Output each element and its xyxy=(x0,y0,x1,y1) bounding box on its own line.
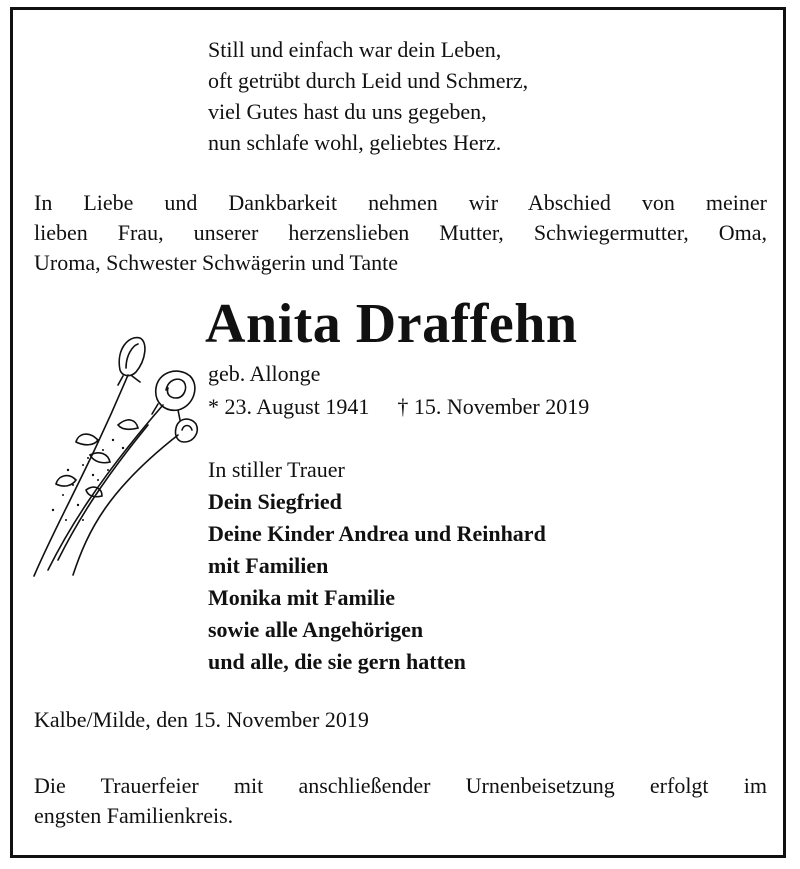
rose-illustration-icon xyxy=(28,330,208,580)
farewell-text xyxy=(34,188,767,278)
place-and-date: Kalbe/Milde, den 15. November 2019 xyxy=(34,707,369,732)
mourner-entry: und alle, die sie gern hatten xyxy=(208,649,466,674)
poem-line: Still und einfach war dein Leben, xyxy=(208,37,502,62)
poem xyxy=(208,34,528,158)
poem-line: viel Gutes hast du uns gegeben, xyxy=(208,99,487,124)
mourners-heading: In stiller Trauer xyxy=(208,457,345,482)
deceased-name: Anita Draffehn xyxy=(205,293,578,355)
farewell-line: Uroma, Schwester Schwägerin und Tante xyxy=(34,250,399,275)
ceremony-line: Die Trauerfeier mit anschließender Urnenbeisetzung erfolgt im xyxy=(34,773,767,798)
farewell-line: In Liebe und Dankbarkeit nehmen wir Abschied von meiner xyxy=(34,190,767,215)
mourner-entry: Deine Kinder Andrea und Reinhard xyxy=(208,521,546,546)
mourner-entry: Monika mit Familie xyxy=(208,585,395,610)
mourners-list xyxy=(208,454,546,678)
mourner-entry: mit Familien xyxy=(208,553,329,578)
farewell-line: lieben Frau, unserer herzenslieben Mutter, Schwiegermutter, Oma, xyxy=(34,220,767,245)
death-date: † 15. November 2019 xyxy=(397,394,590,419)
maiden-name: geb. Allonge xyxy=(208,361,321,386)
birth-date: * 23. August 1941 xyxy=(208,394,370,419)
life-dates xyxy=(208,392,589,422)
mourner-entry: Dein Siegfried xyxy=(208,489,342,514)
poem-line: oft getrübt durch Leid und Schmerz, xyxy=(208,68,529,93)
mourner-entry: sowie alle Angehörigen xyxy=(208,617,424,642)
ceremony-note xyxy=(34,771,767,831)
ceremony-line: engsten Familienkreis. xyxy=(34,803,234,828)
poem-line: nun schlafe wohl, geliebtes Herz. xyxy=(208,130,502,155)
